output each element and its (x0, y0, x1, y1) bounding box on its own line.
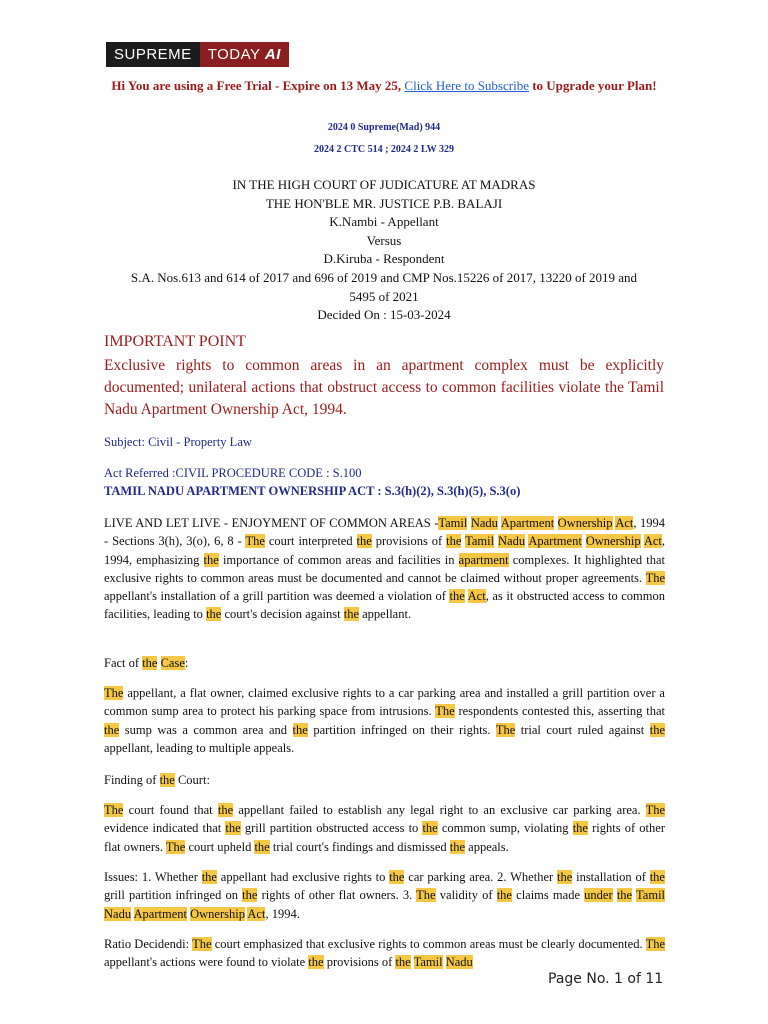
logo-supreme: SUPREME (106, 42, 200, 67)
subject: Subject: Civil - Property Law (104, 435, 252, 449)
trial-banner: Hi You are using a Free Trial - Expire on 13 May 25, Click Here to Subscribe to Upgrade your Plan! (111, 78, 657, 93)
logo-today: TODAY AI (200, 42, 289, 67)
issues-paragraph: Issues: 1. Whether the appellant had exclusive rights to the car parking area. 2. Whether the installation of the grill partition infringed on the rights of other flat owners. 3. The validity of the claims made under the Tamil Nadu Apartment Ownership Act, 1994. (104, 870, 666, 921)
court-header: IN THE HIGH COURT OF JUDICATURE AT MADRAS THE HON'BLE MR. JUSTICE P.B. BALAJI K.Nambi - Appellant Versus D.Kiruba - Respondent S.A. Nos.613 and 614 of 2017 and 696 of 2019 and CMP Nos.15226 of 2017, 13220 of 2019 and 5495 of 2021 Decided On : 15-03-2024 (130, 177, 638, 323)
ratio-paragraph: Ratio Decidendi: The court emphasized that exclusive rights to common areas must be clearly documented. The appellant's actions were found to violate the provisions of the Tamil Nadu (104, 937, 665, 970)
act-referred-2: TAMIL NADU APARTMENT OWNERSHIP ACT : S.3(h)(2), S.3(h)(5), S.3(o) (104, 484, 521, 498)
important-text: Exclusive rights to common areas in an apartment complex must be explicitly documented; unilateral actions that obstruct access to common facilities violate the Tamil Nadu Apartment Ownership Act, 1994. (104, 357, 664, 418)
act-referred-1: Act Referred :CIVIL PROCEDURE CODE : S.100 (104, 466, 362, 480)
citation-1: 2024 0 Supreme(Mad) 944 (327, 122, 441, 133)
subscribe-link[interactable]: Click Here to Subscribe (404, 78, 529, 93)
headnote-paragraph: LIVE AND LET LIVE - ENJOYMENT OF COMMON AREAS -Tamil Nadu Apartment Ownership Act, 1994 - Sections 3(h), 3(o), 6, 8 - The court interpreted the provisions of the Tamil Nadu Apartment Ownership Act, 1994, emphasizing the importance of common areas and facilities in apartment complexes. It highlighted that exclusive rights to common areas must be documented and cannot be claimed without proper agreements. The appellant's installation of a grill partition was deemed a violation of the Act, as it obstructed access to common facilities, leading to the court's decision against the appellant. (104, 516, 666, 622)
citation-2: 2024 2 CTC 514 ; 2024 2 LW 329 (313, 144, 454, 155)
facts-paragraph: The appellant, a flat owner, claimed exclusive rights to a car parking area and installed a grill partition over a common sump area to protect his parking space from intrusions. The respondents contested this, asserting that the sump was a common area and the partition infringed on their rights. The trial court ruled against the appellant, leading to multiple appeals. (104, 686, 665, 755)
finding-heading: Finding of the Court: (104, 773, 210, 787)
facts-heading: Fact of the Case: (104, 656, 189, 670)
important-heading: IMPORTANT POINT (104, 333, 246, 350)
logo (106, 42, 289, 67)
page-number: Page No. 1 of 11 (548, 971, 664, 987)
finding-paragraph: The court found that the appellant failed to establish any legal right to an exclusive car parking area. The evidence indicated that the grill partition obstructed access to the common sump, violating the rights of other flat owners. The court upheld the trial court's findings and dismissed the appeals. (104, 803, 666, 854)
